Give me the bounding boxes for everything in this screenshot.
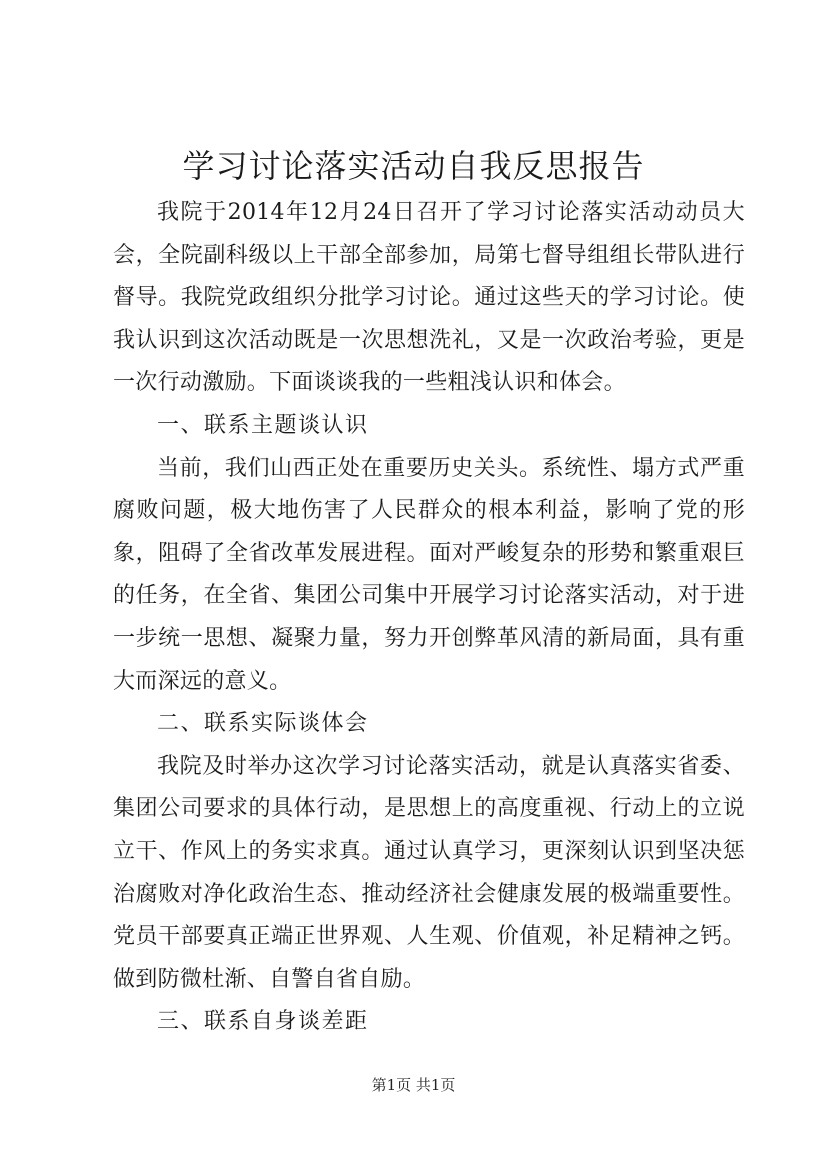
section-heading-1: 一、联系主题谈认识 xyxy=(157,412,369,438)
paragraph-intro: 我院于2014年12月24日召开了学习讨论落实活动动员大会，全院副科级以上干部全部参加，局第七督导组组长带队进行督导。我院党政组织分批学习讨论。通过这些天的学习讨论。使我认识到这次活动既是一次思想洗礼，又是一次政治考验，更是一次行动激励。下面谈谈我的一些粗浅认识和体会。 xyxy=(113,200,745,396)
paragraph-section-2: 我院及时举办这次学习讨论落实活动，就是认真落实省委、集团公司要求的具体行动，是思想上的高度重视、行动上的立说立干、作风上的务实求真。通过认真学习，更深刻认识到坚决惩治腐败对净化政治生态、推动经济社会健康发展的极端重要性。党员干部要真正端正世界观、人生观、价值观，补足精神之钙。做到防微杜渐、自警自省自励。 xyxy=(113,753,745,992)
section-heading-3: 三、联系自身谈差距 xyxy=(157,1009,369,1035)
page-footer: 第1页 共1页 xyxy=(371,1076,456,1094)
document-body xyxy=(113,192,745,1044)
section-heading-2: 二、联系实际谈体会 xyxy=(157,711,369,737)
document-title: 学习讨论落实活动自我反思报告 xyxy=(182,147,645,185)
paragraph-section-1: 当前，我们山西正处在重要历史关头。系统性、塌方式严重腐败问题，极大地伤害了人民群众的根本利益，影响了党的形象，阻碍了全省改革发展进程。面对严峻复杂的形势和繁重艰巨的任务，在全省、集团公司集中开展学习讨论落实活动，对于进一步统一思想、凝聚力量，努力开创弊革风清的新局面，具有重大而深远的意义。 xyxy=(113,455,745,694)
